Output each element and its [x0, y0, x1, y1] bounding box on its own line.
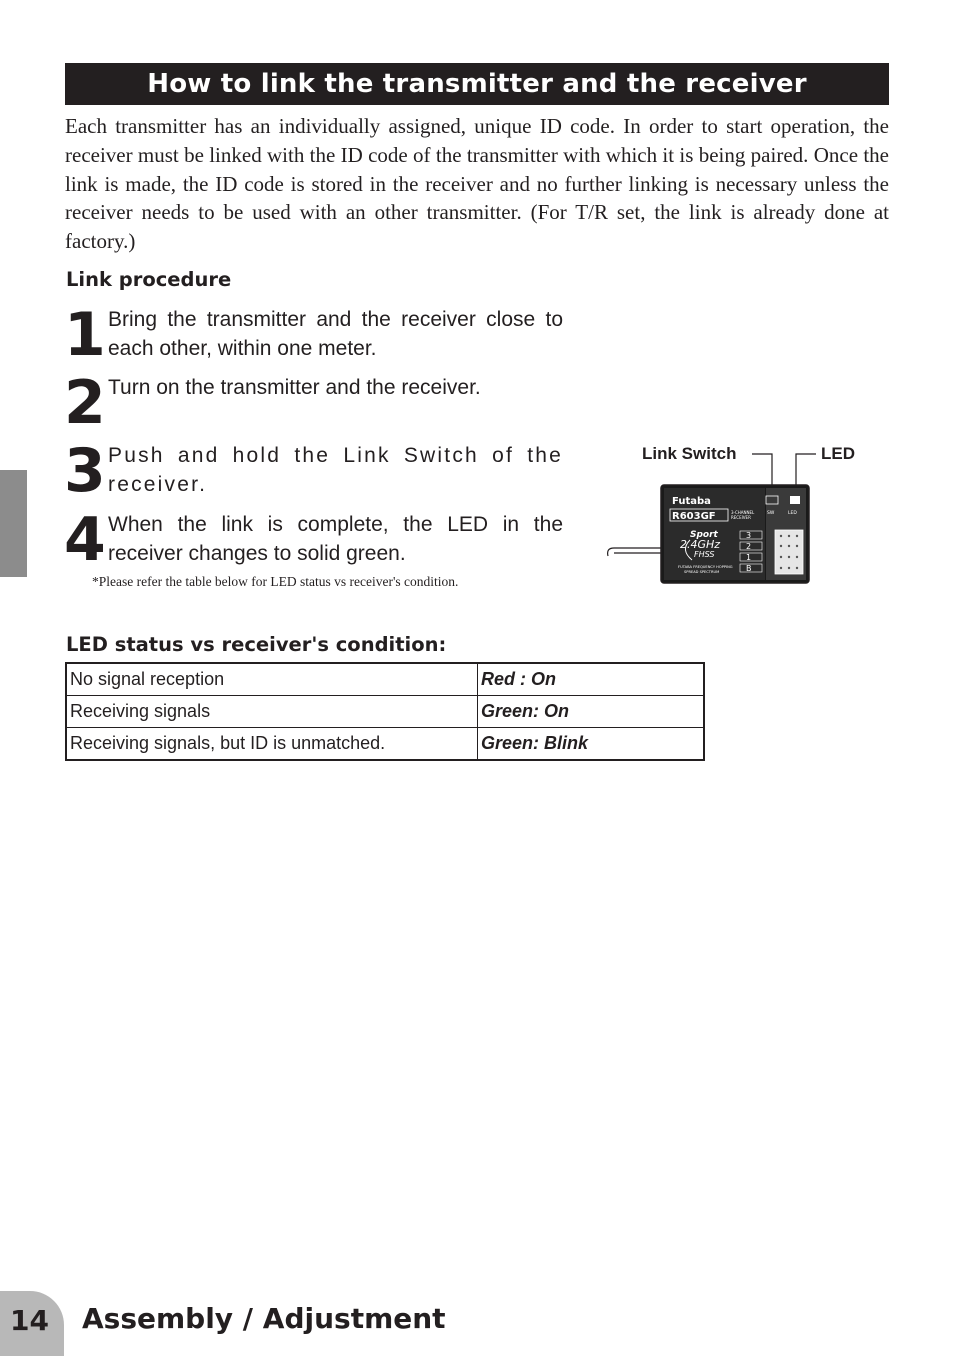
table-row [66, 696, 704, 728]
led-icon [790, 496, 800, 504]
side-section-tab [0, 470, 27, 577]
fhss-text: FHSS [694, 550, 715, 559]
link-switch-label: Link Switch [642, 444, 737, 463]
port-label: 3 [746, 531, 752, 540]
intro-paragraph: Each transmitter has an individually assigned, unique ID code. In order to start operation, the receiver must be linked with the ID code of the transmitter with which it is being paired. Once the link is made, the ID code is stored in the receiver and no further linking is necessary unless the receiver needs to be used with an other transmitter. (For T/R set, the link is already done at factory.) [65, 114, 889, 254]
condition-cell: Receiving signals [66, 696, 478, 728]
port-label: 2 [746, 542, 752, 551]
status-cell: Red : On [478, 663, 705, 696]
brand-text: Futaba [672, 496, 711, 507]
port-label: B [746, 564, 752, 573]
led-status-heading: LED status vs receiver's condition: [66, 633, 447, 656]
receiver-text: RECEIVER [731, 515, 751, 520]
table-reference-note: *Please refer the table below for LED status vs receiver's condition. [92, 574, 459, 589]
section-title-bar [65, 63, 889, 105]
condition-cell: Receiving signals, but ID is unmatched. [66, 728, 478, 761]
receiver-diagram [600, 440, 870, 595]
fine-print-2: SPREAD SPECTRUM [684, 570, 720, 574]
channel-text: 3-CHANNEL [731, 510, 755, 515]
model-text: R603GF [672, 511, 716, 522]
link-procedure-heading: Link procedure [66, 268, 232, 291]
status-cell: Green: Blink [478, 728, 705, 761]
led-status-table [65, 662, 705, 761]
footer-section-title: Assembly / Adjustment [82, 1302, 446, 1335]
receiver-illustration [600, 440, 870, 590]
condition-cell: No signal reception [66, 663, 478, 696]
step-text: Bring the transmitter and the receiver close to each other, within one meter. [108, 308, 563, 360]
step-number: 1 [64, 300, 104, 370]
step-number: 4 [64, 505, 104, 575]
step-text: Push and hold the Link Switch of the receiver. [108, 444, 563, 496]
page-title: How to link the transmitter and the receiver [147, 69, 807, 99]
page-number: 14 [10, 1304, 49, 1337]
led-small-label: LED [788, 511, 797, 516]
frequency-text: 2.4GHz [680, 538, 721, 551]
table-row [66, 728, 704, 761]
led-label: LED [821, 444, 855, 463]
fine-print-1: FUTABA FREQUENCY HOPPING [678, 565, 733, 569]
step-text: Turn on the transmitter and the receiver. [108, 376, 481, 399]
step-number: 2 [64, 368, 104, 438]
table-row [66, 663, 704, 696]
step-text: When the link is complete, the LED in the receiver changes to solid green. [108, 513, 563, 565]
sw-label: SW [767, 511, 775, 516]
status-cell: Green: On [478, 696, 705, 728]
port-label: 1 [746, 553, 752, 562]
sport-text: Sport [690, 530, 718, 540]
step-number: 3 [64, 436, 104, 506]
